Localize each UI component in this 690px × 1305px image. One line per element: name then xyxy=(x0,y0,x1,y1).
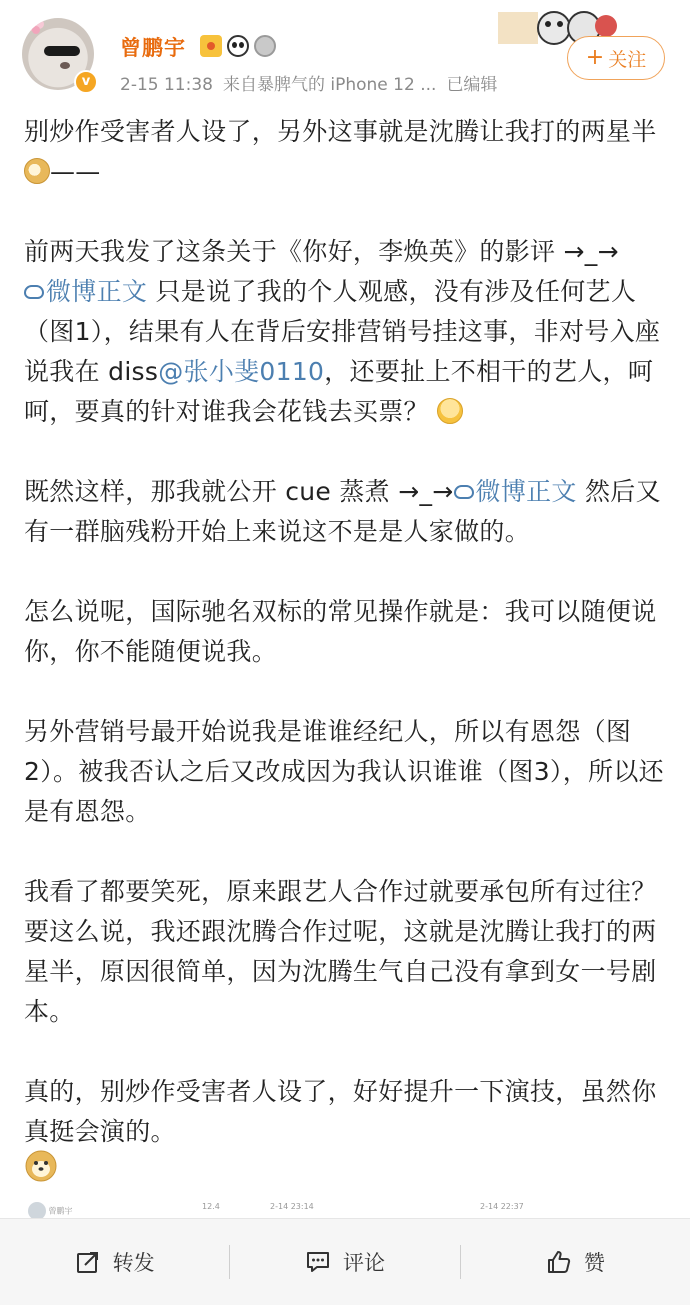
paragraph-text: 我看了都要笑死，原来跟艺人合作过就要承包所有过往？要这么说，我还跟沈腾合作过呢，这就是沈腾让我打的两星半，原因很简单，因为沈腾生气自己没有拿到女一号剧本。 xyxy=(24,877,657,1026)
preview-time: 2-14 23:14 xyxy=(270,1202,314,1211)
paragraph-text: 只是说了我的个人观感，没有涉及任何艺人（图1），结果有人在背后安排营销号挂这事，非对号入座说我在 diss xyxy=(24,277,661,386)
crown-icon xyxy=(200,35,222,57)
repost-icon xyxy=(75,1249,101,1275)
thinking-emoji-icon xyxy=(437,398,463,424)
paragraph-text: 另外营销号最开始说我是谁谁经纪人，所以有恩怨（图2）。被我否认之后又改成因为我认识谁谁（图3），所以还是有恩怨。 xyxy=(24,717,664,826)
user-mention-link[interactable]: @张小斐0110 xyxy=(158,357,325,386)
paragraph xyxy=(24,1072,669,1152)
paragraph-text: 然后又有一群脑残粉开始上来说这不是是人家做的。 xyxy=(24,477,661,546)
avatar[interactable] xyxy=(22,18,100,96)
action-bar xyxy=(0,1218,690,1305)
paragraph-text: ，还要扯上不相干的艺人，呵呵，要真的针对谁我会花钱去买票？ xyxy=(24,357,654,426)
follow-label: 关注 xyxy=(608,48,647,71)
flower-icon xyxy=(24,18,50,38)
medal-icon xyxy=(254,35,276,57)
source-prefix: 来自 xyxy=(222,75,257,95)
weibo-post-link[interactable]: 微博正文 xyxy=(454,477,577,506)
paragraph-text: 怎么说呢，国际驰名双标的常见操作就是：我可以随便说你，你不能随便说我。 xyxy=(24,597,657,666)
sunglasses-icon xyxy=(44,46,80,56)
post-meta xyxy=(120,70,497,95)
device-source: 暴脾气的 iPhone 12 ... xyxy=(256,75,437,95)
paragraph xyxy=(24,592,669,672)
nose-shape xyxy=(60,62,70,69)
user-badges xyxy=(200,35,276,57)
doge-emoji-icon xyxy=(24,1148,58,1182)
paragraph-text: 既然这样，那我就公开 cue 蒸煮 →_→ xyxy=(24,477,454,506)
plus-icon: + xyxy=(585,45,605,70)
paragraph-text: —— xyxy=(50,157,101,186)
paragraph-text: 别炒作受害者人设了，另外这事就是沈腾让我打的两星半 xyxy=(24,117,657,146)
paragraph xyxy=(24,112,669,192)
preview-time: 2-14 22:37 xyxy=(480,1202,524,1211)
paragraph xyxy=(24,872,669,1032)
repost-button[interactable] xyxy=(0,1219,229,1305)
doge-emoji-icon xyxy=(24,158,50,184)
thumbs-up-icon xyxy=(546,1249,572,1275)
paragraph-text: 真的，别炒作受害者人设了，好好提升一下演技，虽然你真挺会演的。 xyxy=(24,1077,657,1146)
like-button[interactable] xyxy=(461,1219,690,1305)
post-content xyxy=(24,112,669,1192)
image-preview-strip[interactable] xyxy=(24,1200,664,1220)
repost-label: 转发 xyxy=(112,1251,155,1275)
follow-button[interactable] xyxy=(567,36,665,80)
paragraph xyxy=(24,232,669,432)
comment-icon xyxy=(305,1249,331,1275)
panda-icon xyxy=(227,35,249,57)
weibo-link-icon xyxy=(24,285,44,299)
preview-count: 12.4 xyxy=(202,1202,220,1211)
weibo-post-link[interactable]: 微博正文 xyxy=(24,277,147,306)
post-header xyxy=(0,0,690,110)
paragraph xyxy=(24,712,669,832)
post-timestamp: 2-15 11:38 xyxy=(120,75,213,95)
user-name[interactable]: 曾鹏宇 xyxy=(120,36,186,60)
weibo-link-icon xyxy=(454,485,474,499)
preview-item: 曾鹏宇 xyxy=(28,1202,73,1220)
paragraph xyxy=(24,472,669,552)
comment-button[interactable] xyxy=(230,1219,459,1305)
paragraph-text: 前两天我发了这条关于《你好，李焕英》的影评 →_→ xyxy=(24,237,619,266)
comment-label: 评论 xyxy=(342,1251,385,1275)
verified-badge: v xyxy=(74,70,98,94)
edited-label: 已编辑 xyxy=(446,75,498,95)
like-label: 赞 xyxy=(583,1251,605,1275)
